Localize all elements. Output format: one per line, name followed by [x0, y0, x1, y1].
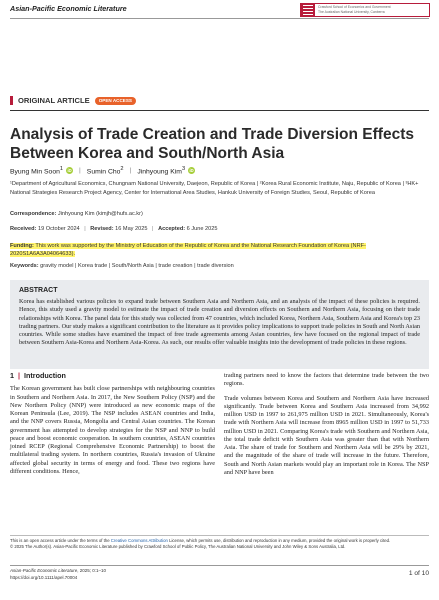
doi-link[interactable]: https://doi.org/10.1111/apel.70004 — [10, 574, 78, 580]
header-divider — [10, 18, 429, 19]
correspondence-value[interactable]: Jinhyoung Kim (kimjh@hufs.ac.kr) — [57, 211, 143, 217]
orcid-icon[interactable]: iD — [67, 168, 72, 174]
body-column-left — [10, 372, 215, 482]
funding-statement — [10, 242, 428, 259]
journal-name: Asian-Pacific Economic Literature — [10, 4, 127, 13]
author-name[interactable]: Sumin Cho$^2$ — [86, 166, 124, 176]
author-separator: | — [129, 167, 132, 175]
author-separator: | — [79, 167, 81, 175]
article-type: ORIGINAL ARTICLE — [18, 96, 90, 105]
revised-date: 16 May 2025 — [115, 226, 148, 232]
article-dates: Received: 19 October 2024 | Revised: 16 May 2025 | Accepted: 6 June 2025 — [10, 226, 218, 232]
citation: Asian-Pacific Economic Literature, 2025; 0:1–10 https://doi.org/10.1111/apel.70004 — [10, 568, 107, 580]
accepted-label: Accepted: — [158, 226, 186, 232]
correspondence — [10, 211, 143, 217]
paragraph: Trade volumes between Korea and Southern and Northern Asia have increased significantly. Trade between Korea and Southern Asia increased from 34,992 million USD in 1997 to 261,975 million USD in 2021. Simultaneously, Korea's trade with Northern Asia will increase from 8965 million USD in 1997 to 51,733 million USD in 2021. Comparing Korea's trade with Southern and Northern Asia, the total trade deficit with Southern Asia was greater than that with Northern Asia. The share of trade for Southern and Northern Asia will be 29% by 2021, and the magnitude of the share of trade will increase in the future. Therefore, South and North Asian markets would play an important role in Korea. The NSP and NNP have been — [224, 394, 429, 476]
abstract-text: Korea has established various policies to expand trade between Southern Asia and Northern Asia, and an analysis of the impact of these policies is required. Hence, this study used a gravity model to estimate the impact of trade creation and diversion effects on Southern and Northern Asia, focusing on their trade relationships with Korea. The panel data for this study was collected from 47 countries, which included Korea, Northern Asia, Southern Asia and Korea's top 23 trading partners. Our study makes a significant contribution to the literature as it provides policy implications to support trade policies in South and North Asian countries. While some studies have examined the impact of free trade agreements among Asian countries, few have focused on the regional impact of trade between Southern Asia-Korea and Northern Asia-Korea. As such, our results offer valuable insights into the development of trade policies in these regions. — [19, 298, 420, 347]
article-type-divider — [10, 110, 429, 111]
funding-text: This work was supported by the Ministry of Education of the Republic of Korea and the National Research Foundation of Korea (NRF-2020S1A6A3A04064633). — [10, 243, 366, 258]
section-title: Introduction — [24, 371, 66, 380]
correspondence-label: Correspondence: — [10, 211, 57, 217]
footer-divider — [10, 565, 429, 566]
open-access-badge: OPEN ACCESS — [95, 97, 136, 105]
abstract-heading: ABSTRACT — [19, 287, 58, 294]
revised-label: Revised: — [90, 226, 114, 232]
accent-bar — [10, 96, 13, 105]
received-label: Received: — [10, 226, 37, 232]
logo-mark-icon — [301, 4, 315, 16]
author-list — [10, 166, 195, 175]
accepted-date: 6 June 2025 — [186, 226, 218, 232]
received-date: 19 October 2024 — [38, 226, 80, 232]
publisher-logo — [300, 3, 430, 17]
license-link[interactable]: Creative Commons Attribution — [110, 538, 168, 543]
funding-label: Funding: — [10, 243, 34, 249]
paragraph: trading partners need to know the factors that determine trade between the two regions. — [224, 372, 429, 388]
section-heading: 1 | Introduction — [10, 371, 66, 380]
paragraph: The Korean government has built close partnerships with neighbouring countries in Southern and Northern Asia. In 2017, the New Southern Policy (NSP) and the New Northern Policy (NNP) were introduced as new economic maps of the Korean Peninsula (Lee, 2019). The NSP includes ASEAN countries and India, and the NNP covers Russia, Mongolia and Central Asian countries. The Korean government has attempted to develop strategies for the NSP and NNP to build peace and boost economic cooperation. In southern countries, ASEAN countries joined RCEP (Regional Comprehensive Economic Partnership) to boost the multilateral trading system. In northern countries, Russia's invasion of Ukraine affected global security in terms of energy and food. These two regions have different conditions. Hence, — [10, 385, 215, 475]
page-number: 1 of 10 — [408, 570, 429, 577]
affiliations: ¹Department of Agricultural Economics, Chungnam National University, Daejeon, Republic of Korea | ²Korea Rural Economic Institute, Naju, Republic of Korea | ³HK+ National Strategies Research Project Agency, Center for International Area Studies, Hankuk University of Foreign Studies, Seoul, Republic of Korea — [10, 181, 419, 196]
keywords-list: gravity model | Korea trade | South/North Asia | trade creation | trade diversion — [40, 263, 234, 269]
article-title: Analysis of Trade Creation and Trade Diversion Effects Between Korea and South/North Asia — [10, 126, 414, 162]
body-column-right — [224, 372, 429, 483]
license-divider — [10, 535, 429, 536]
license-notice: This is an open access article under the terms of the Creative Commons Attribution License, which permits use, distribution and reproduction in any medium, provided the original work is properly cited. © 2025 The Author(s). Asian-Pacific Economic Literature published by Crawford School of Public Policy, The Australian National University and John Wiley & Sons Australia, Ltd. — [10, 538, 391, 550]
keywords-label: Keywords: — [10, 263, 39, 269]
orcid-icon[interactable]: iD — [189, 168, 194, 174]
copyright-notice: © 2025 The Author(s). Asian-Pacific Economic Literature published by Crawford School of Public Policy, The Australian National University and John Wiley & Sons Australia, Ltd. — [10, 544, 346, 550]
author-name[interactable]: Jinhyoung Kim$^3$ — [137, 166, 186, 176]
section-number: 1 — [10, 371, 14, 380]
keywords — [10, 263, 234, 269]
citation-journal: Asian-Pacific Economic Literature — [10, 568, 78, 573]
article-type-row — [10, 96, 136, 105]
logo-line-1: Crawford School of Economics and Government — [318, 5, 391, 10]
abstract-box — [10, 280, 429, 369]
logo-line-2: The Australian National University, Canberra — [318, 10, 385, 14]
author-name[interactable]: Byung Min Soon$^1$ — [10, 166, 64, 176]
